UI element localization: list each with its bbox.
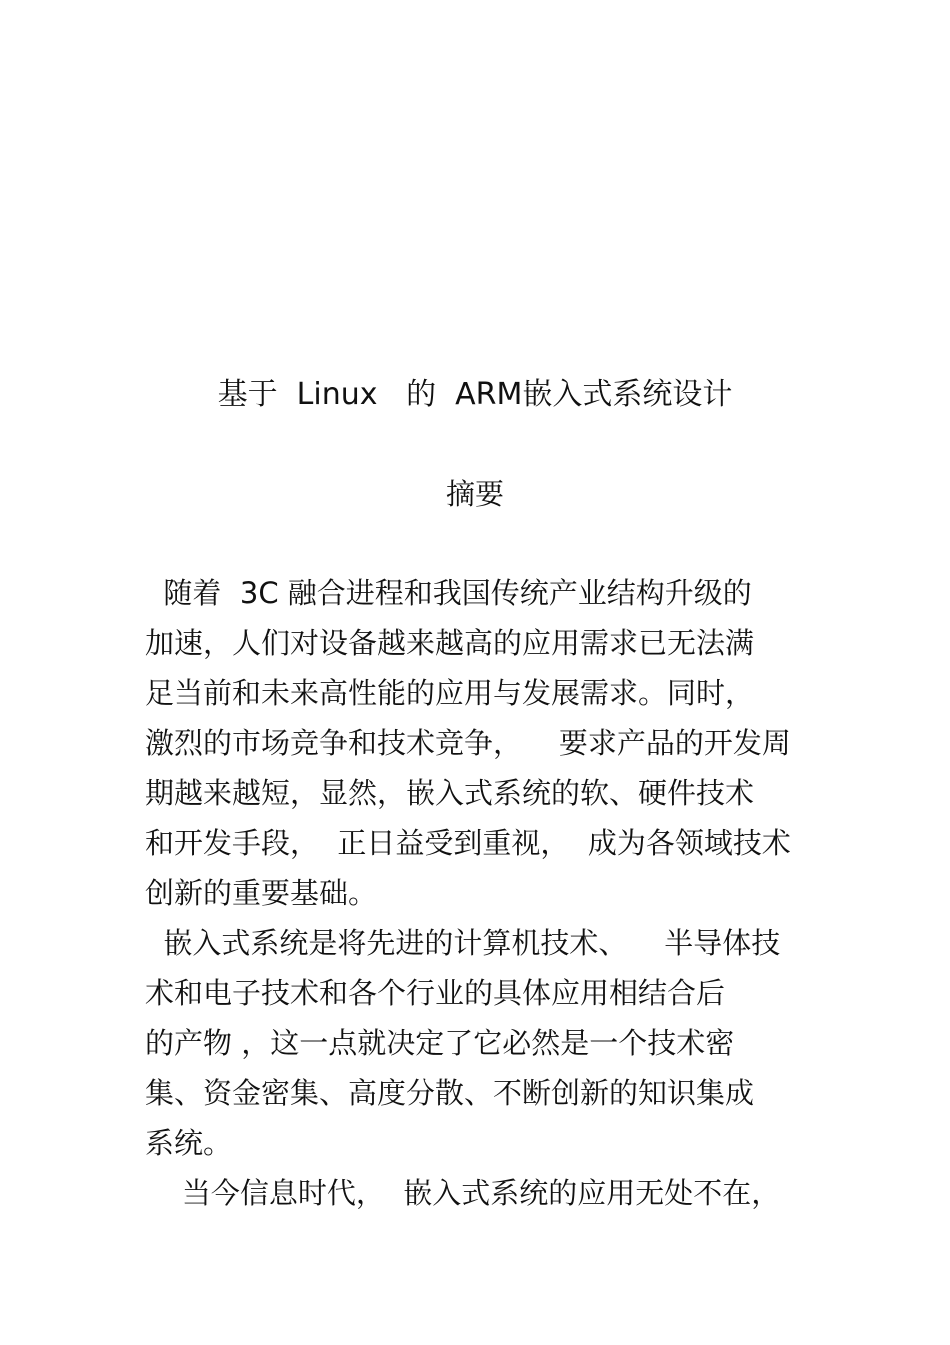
body-line: 激烈的市场竞争和技术竞争， 要求产品的开发周	[145, 726, 791, 760]
body-line: 当今信息时代， 嵌入式系统的应用无处不在，	[145, 1176, 781, 1210]
body-line: 和开发手段， 正日益受到重视， 成为各领域技术	[145, 826, 791, 860]
body-line: 术和电子技术和各个行业的具体应用相结合后	[145, 976, 726, 1010]
abstract-heading: 摘要	[445, 477, 504, 511]
body-line: 嵌入式系统是将先进的计算机技术、 半导体技	[145, 926, 781, 960]
body-line: 加速，人们对设备越来越高的应用需求已无法满	[145, 626, 755, 660]
body-line: 创新的重要基础。	[145, 876, 378, 910]
body-line: 的产物 ，这一点就决定了它必然是一个技术密	[145, 1026, 735, 1060]
body-line: 系统。	[145, 1126, 233, 1160]
document-title: 基于 Linux 的 ARM嵌入式系统设计	[217, 377, 733, 412]
body-line: 足当前和未来高性能的应用与发展需求。同时，	[145, 676, 755, 710]
body-line: 期越来越短，显然，嵌入式系统的软、硬件技术	[145, 776, 755, 810]
body-line: 集、资金密集、高度分散、不断创新的知识集成	[145, 1076, 755, 1110]
body-line: 随着 3C 融合进程和我国传统产业结构升级的	[145, 576, 752, 610]
